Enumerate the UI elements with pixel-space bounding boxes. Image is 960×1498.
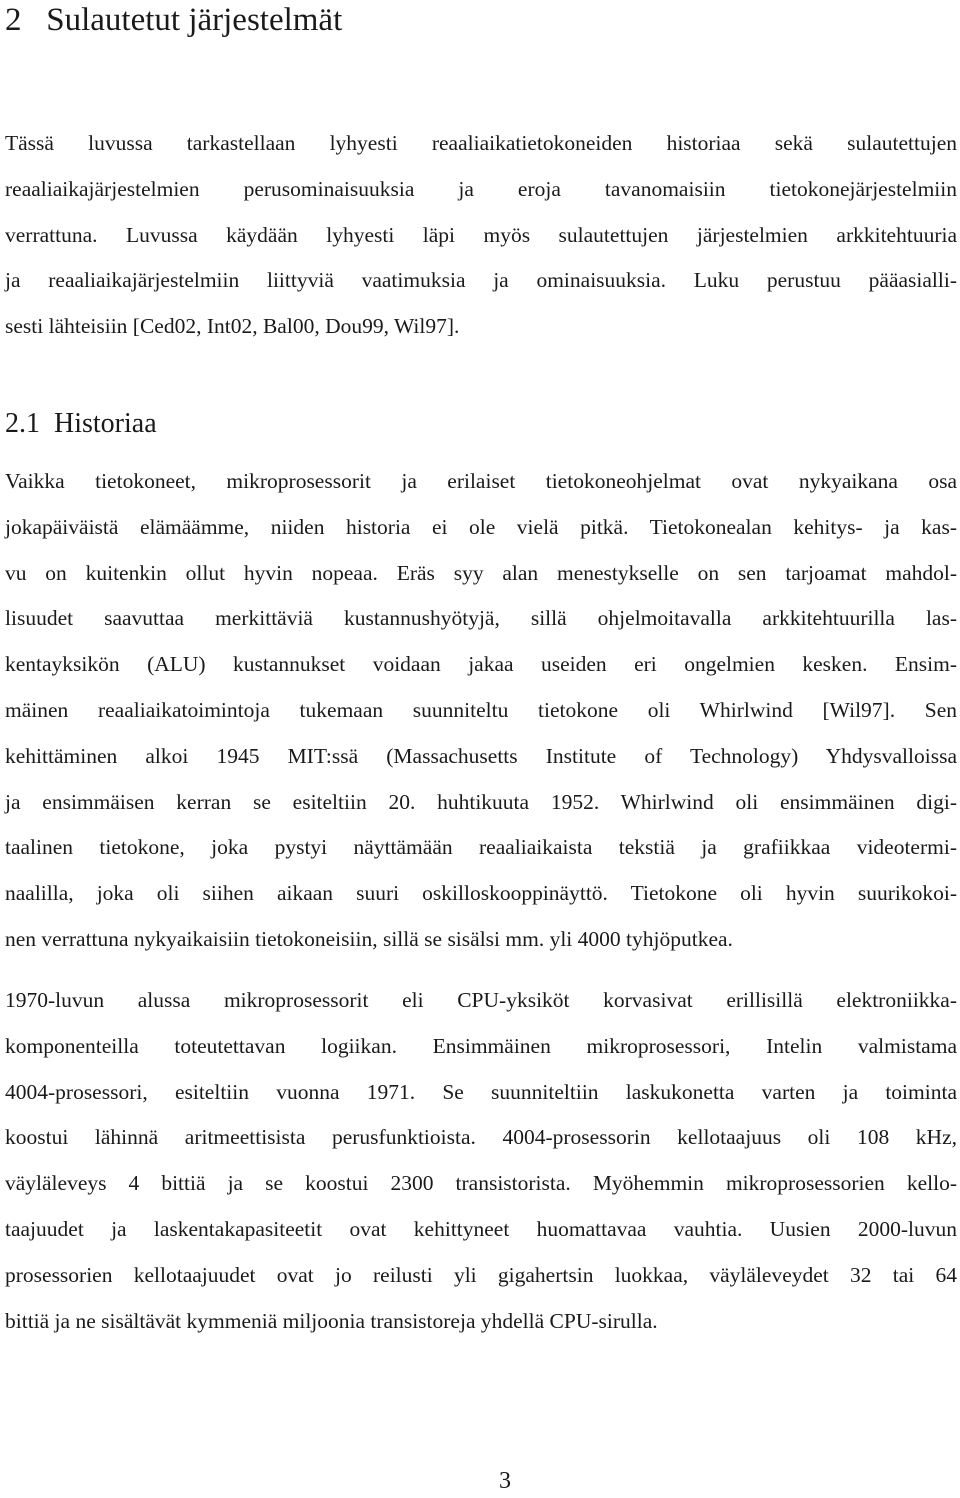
text-line: Vaikka tietokoneet, mikroprosessorit ja erilaiset tietokoneohjelmat ovat nykyaikana osa: [5, 469, 957, 493]
text-line: taalinen tietokone, joka pystyi näyttämään reaaliaikaista tekstiä ja grafiikkaa videotermi-: [5, 835, 957, 860]
page-number: 3: [499, 1468, 511, 1494]
text-line: komponenteilla toteutettavan logiikan. Ensimmäinen mikroprosessori, Intelin valmistama: [5, 1033, 957, 1058]
history-paragraph: [5, 459, 957, 963]
text-line: bittiä ja ne sisältävät kymmeniä miljoonia transistoreja yhdellä CPU-sirulla.: [5, 1308, 658, 1333]
text-line: mäinen reaaliaikatoimintoja tukemaan suunniteltu tietokone oli Whirlwind [Wil97]. Sen: [5, 697, 957, 722]
chapter-title: Sulautetut järjestelmät: [46, 2, 343, 38]
text-line: verrattuna. Luvussa käydään lyhyesti läpi myös sulautettujen järjestelmien arkkitehtuuria: [5, 222, 957, 247]
section-heading: [5, 404, 157, 444]
text-line: lisuudet saavuttaa merkittäviä kustannushyötyjä, sillä ohjelmoitavalla arkkitehtuurilla las-: [5, 606, 957, 631]
text-line: ja ensimmäisen kerran se esiteltiin 20. huhtikuuta 1952. Whirlwind oli ensimmäinen digi-: [5, 789, 957, 814]
chapter-number: 2: [5, 2, 22, 38]
text-line: taajuudet ja laskentakapasiteetit ovat kehittyneet huomattavaa vauhtia. Uusien 2000-luvun: [5, 1216, 957, 1241]
intro-paragraph: [5, 121, 957, 350]
text-line: 1970-luvun alussa mikroprosessorit eli CPU-yksiköt korvasivat erillisillä elektroniikka-: [5, 988, 957, 1012]
text-line: väyläleveys 4 bittiä ja se koostui 2300 transistorista. Myöhemmin mikroprosessorien kello-: [5, 1171, 957, 1196]
chapter-heading: [5, 0, 342, 40]
text-line: reaaliaikajärjestelmien perusominaisuuksia ja eroja tavanomaisiin tietokonejärjestelmiin: [5, 176, 957, 201]
text-line: jokapäiväistä elämäämme, niiden historia ei ole vielä pitkä. Tietokonealan kehitys- ja kas-: [5, 514, 957, 539]
text-line: 4004-prosessori, esiteltiin vuonna 1971. Se suunniteltiin laskukonetta varten ja toiminta: [5, 1079, 957, 1104]
text-line: koostui lähinnä aritmeettisista perusfunktioista. 4004-prosessorin kellotaajuus oli 108 kHz,: [5, 1125, 957, 1150]
section-title: Historiaa: [54, 408, 157, 439]
text-line: kentayksikön (ALU) kustannukset voidaan jakaa useiden eri ongelmien kesken. Ensim-: [5, 652, 957, 677]
section-number: 2.1: [5, 408, 40, 439]
text-line: prosessorien kellotaajuudet ovat jo reilusti yli gigahertsin luokkaa, väyläleveydet 32 tai 64: [5, 1262, 957, 1287]
text-line: kehittäminen alkoi 1945 MIT:ssä (Massachusetts Institute of Technology) Yhdysvalloissa: [5, 743, 957, 768]
text-line: ja reaaliaikajärjestelmiin liittyviä vaatimuksia ja ominaisuuksia. Luku perustuu pääasialli-: [5, 268, 957, 293]
text-line: Tässä luvussa tarkastellaan lyhyesti reaaliaikatietokoneiden historiaa sekä sulautettujen: [5, 131, 957, 155]
text-line: vu on kuitenkin ollut hyvin nopeaa. Eräs syy alan menestykselle on sen tarjoamat mahdol-: [5, 560, 957, 585]
microprocessor-paragraph: [5, 978, 957, 1344]
text-line: naalilla, joka oli siihen aikaan suuri oskilloskooppinäyttö. Tietokone oli hyvin suurikokoi-: [5, 881, 957, 906]
text-line: nen verrattuna nykyaikaisiin tietokoneisiin, sillä se sisälsi mm. yli 4000 tyhjöputkea.: [5, 926, 733, 951]
text-line: sesti lähteisiin [Ced02, Int02, Bal00, Dou99, Wil97].: [5, 314, 460, 339]
